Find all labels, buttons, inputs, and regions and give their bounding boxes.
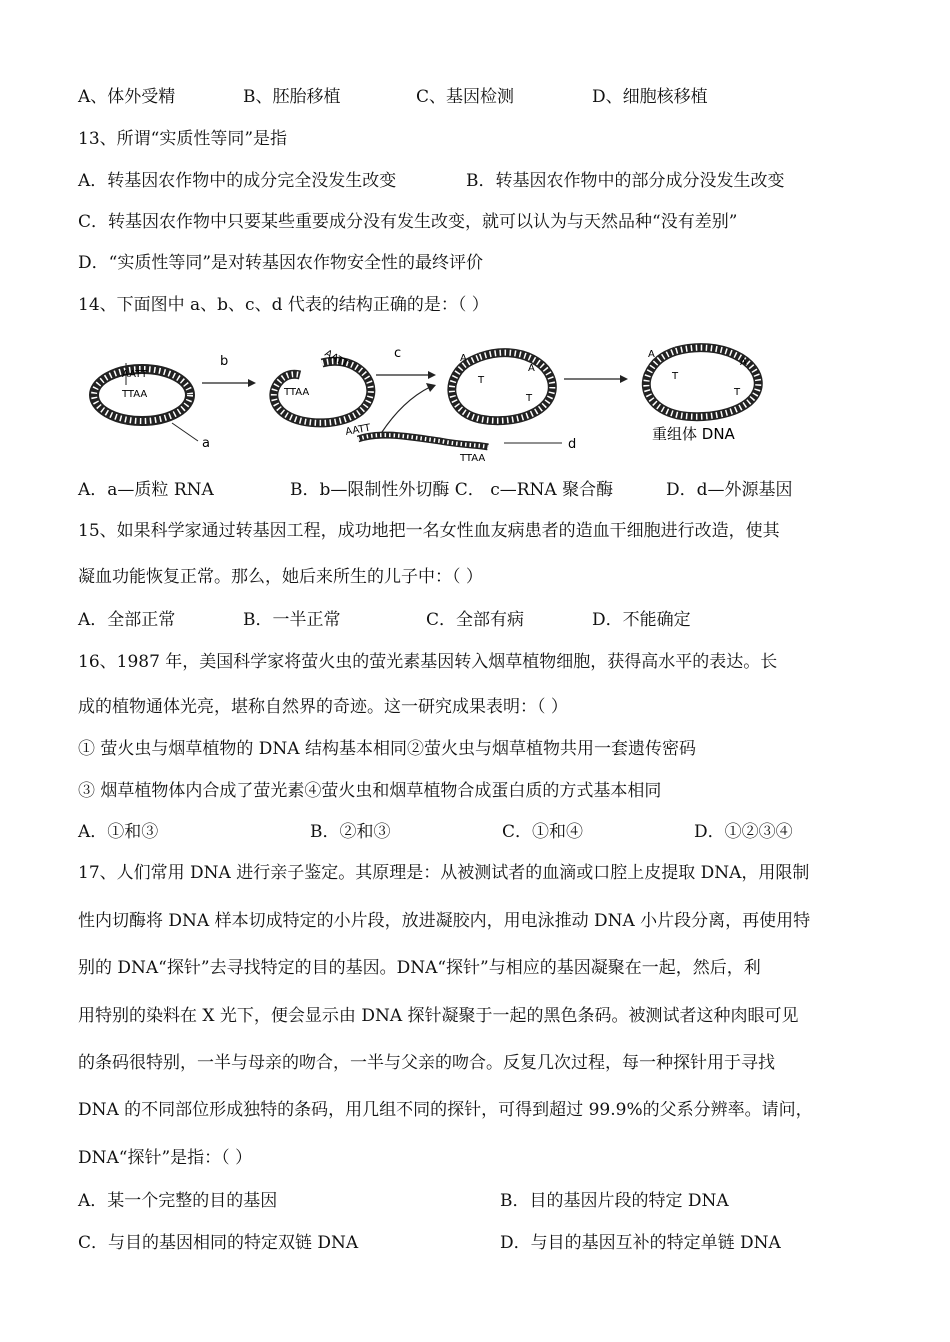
q16-statements-line2: ③ 烟草植物体内合成了萤光素④萤火虫和烟草植物合成蛋白质的方式基本相同 [78, 781, 662, 801]
foreign-gene-fragment [345, 423, 488, 464]
arrow-c-head [428, 371, 436, 379]
q17-option-a: A．某一个完整的目的基因 [78, 1191, 278, 1211]
q16-stem-line2: 成的植物通体光亮，堪称自然界的奇迹。这一研究成果表明：（ ） [78, 697, 568, 717]
q13-option-b: B．转基因农作物中的部分成分没发生改变 [466, 171, 785, 191]
q12-option-d: D、细胞核移植 [592, 87, 708, 107]
label-c: c [394, 346, 402, 361]
label-b: b [220, 354, 229, 369]
cut-plasmid-seq-aatt: AATT [322, 348, 350, 371]
fragment-seq-aatt: AATT [344, 422, 372, 438]
fragment-seq-ttaa: TTAA [460, 453, 486, 464]
recombinant-seq-a2: A [740, 357, 747, 368]
q17-line1: 17、人们常用 DNA 进行亲子鉴定。其原理是：从被测试者的血滴或口腔上皮提取 DNA，用限制 [78, 863, 810, 883]
q15-stem-line1: 15、如果科学家通过转基因工程，成功地把一名女性血友病患者的造血干细胞进行改造，使其 [78, 521, 780, 541]
q16-option-d: D．①②③④ [694, 822, 793, 842]
cut-plasmid [274, 348, 371, 423]
q14-stem: 14、下面图中 a、b、c、d 代表的结构正确的是：（ ） [78, 295, 489, 315]
joined-seq-t2: T [526, 393, 533, 404]
plasmid-seq-aatt: AATT [122, 369, 148, 380]
arrow-recombinant-head [620, 375, 628, 383]
q12-option-b: B、胚胎移植 [243, 87, 341, 107]
q17-line7: DNA“探针”是指：（ ） [78, 1148, 253, 1168]
q17-line2: 性内切酶将 DNA 样本切成特定的小片段，放进凝胶内，用电泳推动 DNA 小片段分离，再使用特 [78, 911, 811, 931]
q12-option-c: C、基因检测 [416, 87, 515, 107]
recombinant-seq-t2: T [734, 387, 741, 398]
recombinant-seq-a: A [648, 349, 655, 360]
q17-option-d: D．与目的基因互补的特定单链 DNA [500, 1233, 781, 1253]
q17-line3: 别的 DNA“探针”去寻找特定的目的基因。DNA“探针”与相应的基因凝聚在一起，然后，利 [78, 958, 761, 978]
pointer-line-a [172, 423, 198, 441]
q15-option-c: C．全部有病 [426, 610, 525, 630]
insert-arrow [380, 387, 430, 435]
arrow-b-head [248, 379, 256, 387]
q13-stem: 13、所谓“实质性等同”是指 [78, 129, 288, 149]
q17-line5: 的条码很特别，一半与母亲的吻合，一半与父亲的吻合。反复几次过程，每一种探针用于寻找 [78, 1053, 775, 1073]
q17-option-c: C．与目的基因相同的特定双链 DNA [78, 1233, 359, 1253]
q16-statements-line1: ① 萤火虫与烟草植物的 DNA 结构基本相同②萤火虫与烟草植物共用一套遗传密码 [78, 739, 696, 759]
q16-option-b: B．②和③ [310, 822, 391, 842]
q16-option-c: C．①和④ [502, 822, 584, 842]
q15-option-d: D．不能确定 [592, 610, 691, 630]
q13-option-a: A．转基因农作物中的成分完全没发生改变 [78, 171, 397, 191]
q15-option-a: A．全部正常 [78, 610, 176, 630]
joined-seq-a: A [460, 353, 467, 364]
q12-option-a: A、体外受精 [78, 87, 176, 107]
plasmid-ring [90, 363, 195, 426]
recombinant-dna-label: 重组体 DNA [652, 425, 735, 443]
insert-arrow-head [426, 383, 436, 392]
label-a: a [202, 436, 210, 451]
q17-line4: 用特别的染料在 X 光下，便会显示由 DNA 探针凝聚于一起的黑色条码。被测试者这种肉眼可见 [78, 1006, 799, 1026]
recombinant-plasmid [646, 348, 758, 417]
q15-option-b: B．一半正常 [243, 610, 341, 630]
q14-option-d: D．d—外源基因 [666, 480, 793, 500]
recombinant-seq-t: T [672, 371, 679, 382]
cut-plasmid-seq-ttaa: TTAA [284, 387, 310, 398]
joined-seq-a2: A [528, 363, 535, 374]
q14-option-a: A．a—质粒 RNA [78, 480, 214, 500]
q17-line6: DNA 的不同部位形成独特的条码，用几组不同的探针，可得到超过 99.9%的父系分辨率。请问， [78, 1100, 813, 1120]
q16-stem-line1: 16、1987 年，美国科学家将萤火虫的萤光素基因转入烟草植物细胞，获得高水平的表达。长 [78, 652, 778, 672]
plasmid-seq-ttaa: TTAA [122, 389, 148, 400]
q15-stem-line2: 凝血功能恢复正常。那么，她后来所生的儿子中：（ ） [78, 567, 483, 587]
q14-figure [80, 335, 800, 465]
q13-option-d: D．“实质性等同”是对转基因农作物安全性的最终评价 [78, 253, 484, 273]
joined-plasmid [452, 353, 552, 421]
q13-option-c: C．转基因农作物中只要某些重要成分没有发生改变，就可以认为与天然品种“没有差别” [78, 212, 738, 232]
q17-option-b: B．目的基因片段的特定 DNA [500, 1191, 729, 1211]
label-d: d [568, 437, 577, 452]
q16-option-a: A．①和③ [78, 822, 159, 842]
joined-seq-t: T [478, 375, 485, 386]
q14-option-bc: B．b—限制性外切酶 C． c—RNA 聚合酶 [290, 480, 614, 500]
